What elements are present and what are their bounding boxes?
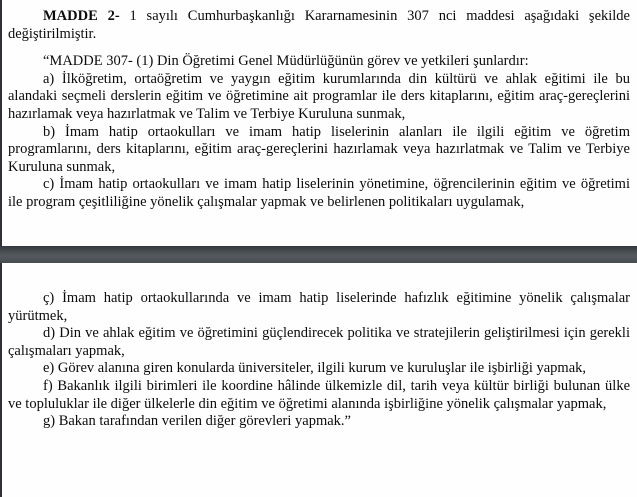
page-separator — [0, 246, 637, 263]
paragraph-item-e: e) Görev alanına giren konularda üniversiteler, ilgili kurum ve kuruluşlar ile işbirliği yapmak, — [43, 360, 587, 377]
paragraph-item-f: f) Bakanlık ilgili birimleri ile koordine hâlinde ülkemizle dil, tarih veya kültür birliği bulunan ülke ve topluluklar ile diğer ülkelerle din eğitim ve öğretimi alanında işbirliğine yönelik çalışmalar yapmak, — [8, 377, 630, 412]
paragraph-madde-2 — [8, 8, 630, 43]
madde-2-text: 1 sayılı Cumhurbaşkanlığı Kararnamesinin 307 nci maddesi aşağıdaki şekilde değiştirilmiştir. — [8, 8, 630, 42]
document-page-1 — [0, 0, 637, 246]
document-page-2 — [0, 263, 637, 497]
paragraph-item-d: d) Din ve ahlak eğitim ve öğretimini güçlendirecek politika ve stratejilerin geliştirilmesi için gerekli çalışmaları yapmak, — [8, 325, 630, 359]
paragraph-item-a: a) İlköğretim, ortaöğretim ve yaygın eğitim kurumlarında din kültürü ve ahlak eğitimi ile bu alandaki seçmeli derslerin eğitim ve öğretimine ait programlar ile ders kitaplarını, eğitim araç-gereçlerini hazırlamak veya hazırlatmak ve Talim ve Terbiye Kuruluna sunmak, — [8, 70, 630, 122]
madde-2-label: MADDE 2- — [43, 8, 120, 24]
paragraph-item-c-cedilla: ç) İmam hatip ortaokullarında ve imam hatip liselerinde hafızlık eğitimine yönelik çalışmalar yürütmek, — [8, 290, 630, 324]
paragraph-item-g: g) Bakan tarafından verilen diğer görevleri yapmak.” — [43, 413, 351, 430]
paragraph-madde-307-intro: “MADDE 307- (1) Din Öğretimi Genel Müdürlüğünün görev ve yetkileri şunlardır: — [43, 53, 529, 70]
paragraph-item-b: b) İmam hatip ortaokulları ve imam hatip liselerinin alanları ile ilgili eğitim ve öğretim programlarını, ders kitaplarını, eğitim araç-gereçlerini hazırlamak veya hazırlatmak ve Talim ve Terbiye Kuruluna sunmak, — [8, 123, 630, 175]
paragraph-item-c: c) İmam hatip ortaokulları ve imam hatip liselerinin yönetimine, öğrencilerinin eğitim ve öğretimi ile program çeşitliliğine yönelik çalışmalar yapmak ve belirlenen politikaları uygulamak, — [8, 176, 630, 210]
